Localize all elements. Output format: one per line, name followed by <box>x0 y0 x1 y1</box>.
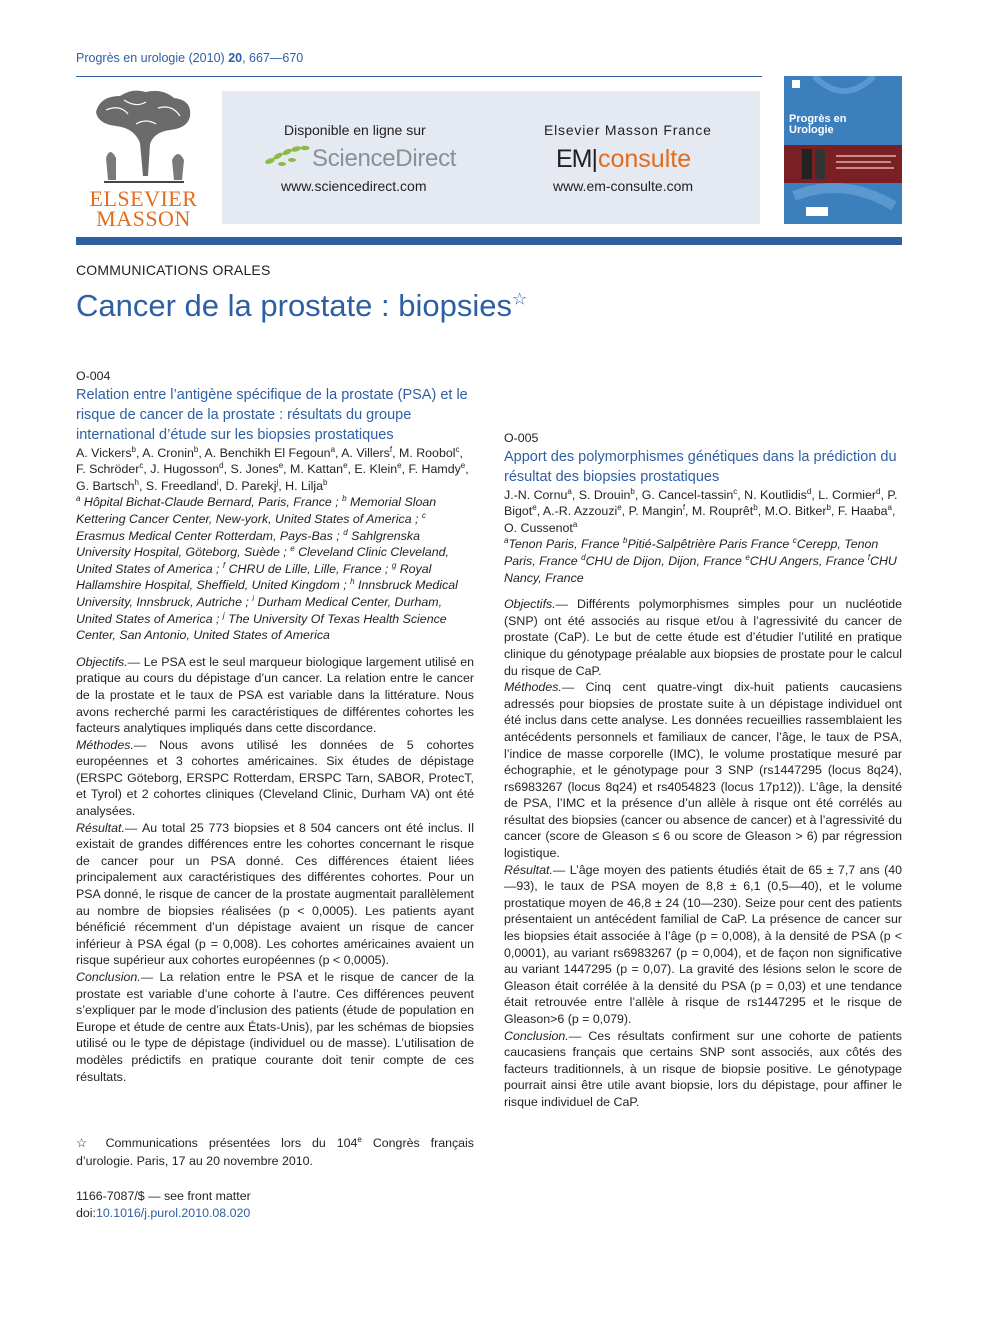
cover-photo <box>784 145 902 183</box>
resultat-paragraph: Résultat.— L’âge moyen des patients étudiés était de 65 ± 7,7 ans (40—93), le taux de PSA moyen de 8,8 ± 6,1 (0,5—40), et le volume prostatique moyen de 46,8 ± 24 (10—230). Seize pour cent des patients présentaient un antécédent familial de CaP. La présence de cancer sur les biopsies était associée à l’âge (p = 0,008), à la densité de PSA (p < 0,0001), au variant rs6983267 (p = 0,004), et de façon non significative au variant 1447295 (p = 0,07). La gravité des lésions selon le score de Gleason était corrélée à la densité du PSA (p = 0,03) et une tendance était retrouvée entre l’allèle à risque de rs1447295 et le risque de Gleason>6 (p = 0,079). <box>504 862 902 1026</box>
doi-line: doi:10.1016/j.purol.2010.08.020 <box>76 1206 251 1220</box>
emconsulte-logo: EM|consulte <box>556 145 692 173</box>
resultat-paragraph: Résultat.— Au total 25 773 biopsies et 8 504 cancers ont été inclus. Il existait de grandes différences entre les cohortes concernant le risque de cancer pour un PSA donné. Ces différences étaient liées principalement aux caractéristiques des différentes cohortes. Pour un PSA donné, le risque de cancer de la prostate augmentait parallèlement au nombre de biopsies réalisées (p < 0,0005). Les patients ayant bénéficié récemment d’un dépistage avaient un risque de cancer inférieur à PSA égal (p = 0,008). Les cohortes américaines avaient un risque supérieur aux cohortes européennes (p < 0,0005). <box>76 820 474 968</box>
footnote-mark: ☆ <box>76 1136 95 1150</box>
author-list: A. Vickers$^b$, A. Cronin$^b$, A. Benchikh El Fegoun$^a$, A. Villers$^f$, M. Roobol$^c$, F. Schröder$^c$, J. Hugosson$^d$, S. Jones$^e$, M. Kattan$^e$, E. Klein$^e$, F. Hamdy$^e$, G. Bartsch$^h$, S. Freedland$^i$, D. Parekj$^j$, H. Lilja$^b$ <box>76 444 469 493</box>
sciencedirect-leaf-icon <box>262 143 312 171</box>
available-online-text: Disponible en ligne sur <box>284 122 426 138</box>
footnote: ☆ Communications présentées lors du 104e Congrès français d’urologie. Paris, 17 au 20 novembre 2010. <box>76 1134 475 1168</box>
affiliations: $^a$ Hôpital Bichat-Claude Bernard, Paris, France ; $^b$ Memorial Sloan Kettering Cancer Center, New-york, United States of America ; $^c$ Erasmus Medical Center Rotterdam, Pays-Bas ; $^d$ Sahlgrenska University Hospital, Göteborg, Suède ; $^e$ Cleveland Clinic Cleveland, United States of America ; $^f$ CHRU de Lille, Lille, France ; $^g$ Royal Hallamshire Hospital, Sheffield, United Kingdom ; $^h$ Innsbruck Medical University, Innsbruck, Autriche ; $^i$ Durham Medical Center, Durham, United States of America ; $^j$ The University Of Texas Health Science Center, San Antonio, United States of America <box>76 494 458 643</box>
abstract-title: Relation entre l’antigène spécifique de la prostate (PSA) et le risque de cancer de la prostate : résultats du groupe international d’étude sur les biopsies prostatiques <box>76 386 468 443</box>
header-rule <box>76 76 762 77</box>
abstract-id: O-004 <box>76 369 111 383</box>
methodes-paragraph: Méthodes.— Cinq cent quatre-vingt dix-huit patients caucasiens adressés pour biopsies de prostate suite à un dépistage individuel ont été inclus dans cette analyse. Les données recueillies rassemblaient les antécédents personnels et familiaux de cancer, l’âge, le taux de PSA, l’indice de masse corporelle (IMC), le volume prostatique mesuré par échographie, et le génotypage pour 3 SNP (rs1447295 (locus 8q24), rs6983267 (locus 8q24) et rs4054823 (locus 17p12)). L’âge, la densité de PSA, l’IMC et la présence d’un allèle à risque ont été corrélés au résultat des biopsies (cancer ou absence de cancer) et à l’agressivité du cancer (score de Gleason ≤ 6 ou score de Gleason > 6) par régression logistique. <box>504 680 902 861</box>
abstract-body <box>76 654 474 1085</box>
cover-title: Progrès en Urologie <box>789 113 847 136</box>
masson-wordmark: MASSON <box>96 206 191 231</box>
sciencedirect-wordmark: ScienceDirect <box>312 145 457 172</box>
abstract-id: O-005 <box>504 431 539 445</box>
issn-block <box>76 1188 251 1222</box>
publisher-name: Elsevier Masson France <box>544 122 712 138</box>
abstract-o-004 <box>76 368 474 1085</box>
elsevier-masson-logo <box>76 88 211 230</box>
doi-link[interactable]: 10.1016/j.purol.2010.08.020 <box>95 1206 251 1220</box>
journal-citation: Progrès en urologie (2010) 20, 667—670 <box>76 51 304 65</box>
section-label: COMMUNICATIONS ORALES <box>76 262 271 278</box>
author-list: J.-N. Cornu$^a$, S. Drouin$^b$, G. Cancel-tassin$^c$, N. Koutlidis$^d$, L. Cormier$^d$, P. Bigot$^e$, A.-R. Azzouzi$^e$, P. Mangin$^f$, M. Rouprêt$^b$, M.O. Bitker$^b$, F. Haaba$^a$, O. Cussenot$^a$ <box>504 486 898 535</box>
abstract-body <box>504 596 902 1110</box>
objectifs-paragraph: Objectifs.— Le PSA est le seul marqueur biologique largement utilisé en pratique au cours du dépistage d’un cancer. La relation entre le cancer de la prostate et le taux de PSA est variable dans la littérature. Nous avons recherché parmi les caractéristiques de différentes cohortes les facteurs analytiques impliqués dans cette discordance. <box>76 654 474 736</box>
conclusion-paragraph: Conclusion.— Ces résultats confirment sur une cohorte de patients caucasiens français que certains SNP sont associés, aux côtés des facteurs traditionnels, à un risque de biopsie positive. Le génotypage pourrait ainsi être utile avant biopsie, lors du dépistage, pour affiner le risque individuel de CaP. <box>504 1028 902 1109</box>
abstract-title: Apport des polymorphismes génétiques dans la prédiction du résultat des biopsies prostatiques <box>504 448 897 485</box>
emconsulte-url[interactable]: www.em-consulte.com <box>553 178 694 194</box>
sciencedirect-url[interactable]: www.sciencedirect.com <box>281 178 427 194</box>
abstract-o-005 <box>504 430 902 1111</box>
cover-photo-band <box>784 145 902 183</box>
journal-cover <box>784 76 902 224</box>
elsevier-tree-icon <box>76 88 211 186</box>
page-title: Cancer de la prostate : biopsies☆ <box>76 288 528 323</box>
header-thick-rule <box>76 237 902 245</box>
conclusion-paragraph: Conclusion.— La relation entre le PSA et le risque de cancer de la prostate est variable d’une cohorte à l’autre. Ces différences peuvent s’expliquer par le mode d’inclusion des patients (étude de population en Europe et étude de centre aux États-Unis), par les schémas de biopsies utilisé ou le type de dépistage (individuel ou de masse). L’utilisation de modèles prédictifs en pratique courante doit tenir compte de ces résultats. <box>76 970 474 1084</box>
objectifs-paragraph: Objectifs.— Différents polymorphismes simples pour un nucléotide (SNP) ont été associés au risque et/ou à l’agressivité du cancer de prostate (CaP). Le but de cette étude est d’étudier l’utilité en pratique clinique du génotypage préalable aux biopsies de prostate pour le calcul du risque de CaP. <box>504 597 902 678</box>
methodes-paragraph: Méthodes.— Nous avons utilisé les données de 5 cohortes européennes et 3 cohortes américaines. Six études de dépistage (ERSPC Göteborg, ERSPC Rotterdam, ERSPC Tarn, SABOR, ProtecT, et Tyrol) et 2 cohortes cliniques (Cleveland Clinic, Durham VA) ont été analysées. <box>76 737 474 819</box>
issn-line: 1166-7087/$ — see front matter <box>76 1189 251 1203</box>
elsevier-wordmark: ELSEVIER <box>89 186 198 211</box>
affiliations: $^a$Tenon Paris, France $^b$Pitié-Salpêtrière Paris France $^c$Cerepp, Tenon Paris, France $^d$CHU de Dijon, Dijon, France $^e$CHU Angers, France $^f$CHU Nancy, France <box>504 536 897 585</box>
title-footnote-mark: ☆ <box>511 289 528 309</box>
